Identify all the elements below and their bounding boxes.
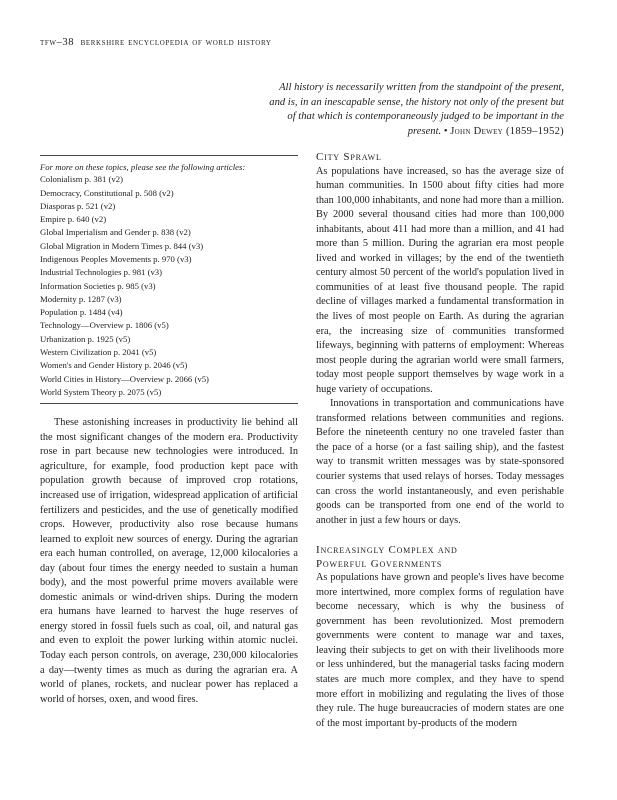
related-article-population: Population p. 1484 (v4) bbox=[40, 307, 123, 318]
related-article-industrial-technologies: Industrial Technologies p. 981 (v3) bbox=[40, 267, 163, 278]
section-heading-governments-line1: Increasingly Complex and bbox=[316, 544, 458, 557]
related-article-global-migration: Global Migration in Modern Times p. 844 (v3) bbox=[40, 240, 204, 251]
related-article-democracy-constitutional: Democracy, Constitutional p. 508 (v2) bbox=[40, 187, 174, 198]
related-article-world-cities: World Cities in History—Overview p. 2066 (v5) bbox=[40, 373, 209, 384]
section-heading-governments bbox=[316, 544, 564, 571]
related-article-womens-gender-history: Women's and Gender History p. 2046 (v5) bbox=[40, 360, 188, 371]
related-article-empire: Empire p. 640 (v2) bbox=[40, 214, 107, 225]
epigraph-text: All history is necessarily written from the standpoint of the present, and is, in an inescapable sense, the history not only of the present but of that which is contemporaneously judged to be important in the present. bbox=[269, 82, 564, 137]
page-folio: tfw–38 bbox=[40, 37, 75, 48]
body-paragraph-regulation: As populations have grown and people's lives have become more intertwined, more complex forms of regulation have become necessary, which is why the business of government has been revolutionized. Most premodern governments were content to manage war and taxes, leaving their subjects to get on with their livelihoods more or less unhindered, but the managerial tasks facing modern states are much more complex, and they have to spend more effort in mobilizing and regulating the lives of those they rule. The huge bureaucracies of modern states are one of the most important by-products of the modern bbox=[316, 572, 564, 729]
book-title: berkshire encyclopedia of world history bbox=[80, 37, 272, 48]
right-column bbox=[316, 151, 564, 731]
related-article-diasporas: Diasporas p. 521 (v2) bbox=[40, 200, 116, 211]
running-head bbox=[40, 37, 271, 48]
related-article-colonialism: Colonialism p. 381 (v2) bbox=[40, 174, 124, 185]
related-article-technology-overview: Technology—Overview p. 1806 (v5) bbox=[40, 320, 169, 331]
related-articles-box bbox=[40, 155, 298, 404]
related-article-indigenous-peoples: Indigenous Peoples Movements p. 970 (v3) bbox=[40, 253, 192, 264]
related-article-modernity: Modernity p. 1287 (v3) bbox=[40, 293, 122, 304]
body-paragraph-city-size: As populations have increased, so has the average size of human communities. In 1500 about fifty cities had more than 100,000 inhabitants, and none had more than a million. By 2000 several thousand cities had more than 100,000 inhabitants, about 411 had more than a million, and 41 had more than 5 million. During the agrarian era most people lived and worked in villages; by the end of the twentieth century almost 50 percent of the world's population lived in communities of at least five thousand people. The rapid decline of villages marked a fundamental transformation in the lives of most people on Earth. As during the agrarian era, the increasing size of communities transformed lifeways, beginning with patterns of employment: Whereas most people during the agrarian world were small farmers, today most people support themselves by wage work in a huge variety of occupations. bbox=[316, 165, 564, 395]
related-article-world-system-theory: World System Theory p. 2075 (v5) bbox=[40, 386, 162, 397]
related-article-global-imperialism-gender: Global Imperialism and Gender p. 838 (v2) bbox=[40, 227, 191, 238]
related-articles-heading: For more on these topics, please see the following articles: bbox=[40, 162, 246, 172]
body-paragraph-productivity: These astonishing increases in productivity lie behind all the most significant changes of the modern era. Productivity rose in part because new technologies were introduced. In agriculture, for example, food production kept pace with population growth because of improved crop rotations, increased use of irrigation, widespread application of artificial fertilizers and pesticides, and the use of genetically modified crops. However, productivity also rose because humans learned to exploit new sources of energy. During the agrarian era each human controlled, on average, 12,000 kilocalories a day (about four times the energy needed to sustain a human body), and the most powerful prime movers available were domestic animals or wind-driven ships. During the modern era humans have learned to harvest the huge reserves of energy stored in fossil fuels such as coal, oil, and natural gas and even to exploit the power lurking within atomic nuclei. Today each person controls, on average, 230,000 kilocalories a day—twenty times as much as during the agrarian era. A world of planes, rockets, and nuclear power has replaced a world of horses, oxen, and wood fires. bbox=[40, 417, 298, 705]
left-column bbox=[40, 155, 298, 707]
related-article-urbanization: Urbanization p. 1925 (v5) bbox=[40, 333, 131, 344]
body-paragraph-transportation: Innovations in transportation and communications have transformed relations between communities and regions. Before the nineteenth century no one traveled faster than the pace of a horse (or a fast sailing ship), and the fastest way to transmit written messages was by state-sponsored courier systems that used relays of horses. Today messages can cross the world instantaneously, and even perishable goods can be transported from one end of the world to another in just a few hours or days. bbox=[316, 398, 564, 526]
section-heading-governments-line2: Powerful Governments bbox=[316, 557, 443, 570]
related-article-western-civilization: Western Civilization p. 2041 (v5) bbox=[40, 347, 157, 358]
section-heading-city-sprawl: City Sprawl bbox=[316, 151, 382, 163]
epigraph-attribution: John Dewey (1859–1952) bbox=[450, 125, 564, 137]
bullet-icon: • bbox=[443, 125, 448, 137]
related-article-information-societies: Information Societies p. 985 (v3) bbox=[40, 280, 156, 291]
epigraph bbox=[268, 81, 564, 139]
